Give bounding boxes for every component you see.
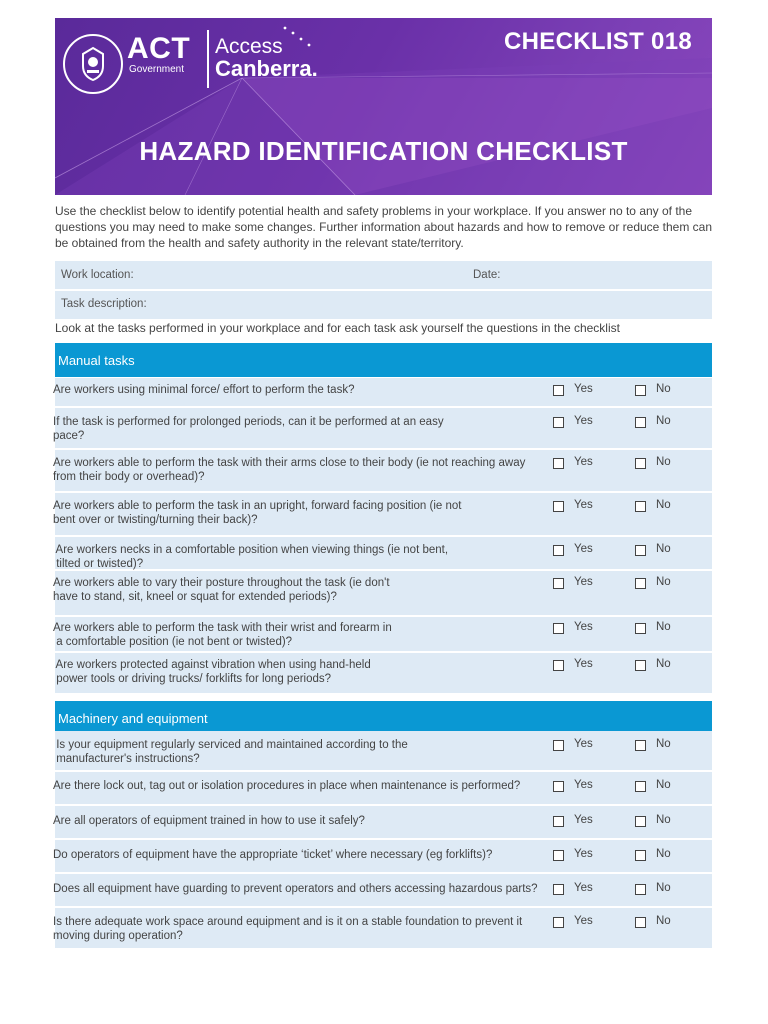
question-text: Does all equipment have guarding to prevent operators and others accessing hazardous parts? xyxy=(53,883,538,895)
checklist-row xyxy=(55,731,712,770)
no-checkbox[interactable] xyxy=(635,458,646,469)
section-title: Machinery and equipment xyxy=(58,711,208,726)
question-text: Are workers able to perform the task with their arms close to their body (ie not reaching away from their body or overhead)? xyxy=(53,457,526,483)
yes-checkbox[interactable] xyxy=(553,458,564,469)
checklist-row xyxy=(55,408,712,448)
no-label: No xyxy=(656,456,671,468)
no-checkbox[interactable] xyxy=(635,385,646,396)
yes-label: Yes xyxy=(574,848,593,860)
yes-checkbox[interactable] xyxy=(553,501,564,512)
yes-label: Yes xyxy=(574,415,593,427)
checklist-row xyxy=(55,571,712,615)
yes-checkbox[interactable] xyxy=(553,884,564,895)
checklist-row xyxy=(55,537,712,569)
question-text: Are workers able to vary their posture throughout the task (ie don't have to stand, sit, kneel or squat for extended periods)? xyxy=(53,577,390,603)
no-checkbox[interactable] xyxy=(635,623,646,634)
page-title: HAZARD IDENTIFICATION CHECKLIST xyxy=(139,136,628,166)
checklist-row xyxy=(55,840,712,872)
section-title: Manual tasks xyxy=(58,353,135,368)
logo-divider xyxy=(207,30,209,88)
yes-checkbox[interactable] xyxy=(553,385,564,396)
no-label: No xyxy=(656,915,671,927)
question-text: Are there lock out, tag out or isolation procedures in place when maintenance is performed? xyxy=(53,780,521,792)
section-header xyxy=(55,343,712,377)
header-banner xyxy=(55,18,712,195)
no-label: No xyxy=(656,415,671,427)
question-text: Are all operators of equipment trained in how to use it safely? xyxy=(53,815,365,827)
task-description-row xyxy=(55,291,712,319)
yes-checkbox[interactable] xyxy=(553,816,564,827)
yes-label: Yes xyxy=(574,738,593,750)
date-label: Date: xyxy=(473,269,501,281)
checklist-row xyxy=(55,874,712,906)
no-checkbox[interactable] xyxy=(635,917,646,928)
question-text: Are workers able to perform the task with their wrist and forearm in a comfortable position (ie not bent or twisted)? xyxy=(53,622,392,648)
checklist-row xyxy=(55,908,712,948)
instructions-text: Look at the tasks performed in your workplace and for each task ask yourself the questions in the checklist xyxy=(55,321,620,335)
checklist-row xyxy=(55,493,712,535)
yes-label: Yes xyxy=(574,456,593,468)
no-label: No xyxy=(656,621,671,633)
act-crest-icon xyxy=(63,34,123,94)
no-label: No xyxy=(656,882,671,894)
checklist-row xyxy=(55,772,712,804)
yes-checkbox[interactable] xyxy=(553,917,564,928)
act-logo-sub: Government xyxy=(129,64,185,75)
no-label: No xyxy=(656,848,671,860)
no-checkbox[interactable] xyxy=(635,501,646,512)
no-checkbox[interactable] xyxy=(635,417,646,428)
no-checkbox[interactable] xyxy=(635,850,646,861)
no-checkbox[interactable] xyxy=(635,781,646,792)
brand-dots-icon xyxy=(279,24,319,54)
work-location-row xyxy=(55,261,712,289)
yes-checkbox[interactable] xyxy=(553,850,564,861)
yes-checkbox[interactable] xyxy=(553,545,564,556)
no-label: No xyxy=(656,499,671,511)
checklist-row xyxy=(55,617,712,651)
no-checkbox[interactable] xyxy=(635,660,646,671)
yes-label: Yes xyxy=(574,383,593,395)
brand-line2: Canberra. xyxy=(215,56,318,81)
question-text: Is your equipment regularly serviced and maintained according to the manufacturer's instructions? xyxy=(56,739,408,765)
yes-checkbox[interactable] xyxy=(553,417,564,428)
act-logo-text: ACT xyxy=(127,32,191,65)
section-header xyxy=(55,701,712,735)
yes-checkbox[interactable] xyxy=(553,623,564,634)
question-text: If the task is performed for prolonged periods, can it be performed at an easy pace? xyxy=(53,416,444,442)
yes-checkbox[interactable] xyxy=(553,781,564,792)
no-label: No xyxy=(656,738,671,750)
intro-text: Use the checklist below to identify potential health and safety problems in your workplace. If you answer no to any of the questions you may need to make some changes. Further information about hazards and how to remove or reduce them can be obtained from the health and safety authority in the relevant state/territory. xyxy=(55,204,713,250)
act-government-logo xyxy=(127,34,190,76)
yes-checkbox[interactable] xyxy=(553,740,564,751)
task-description-label: Task description: xyxy=(61,298,147,310)
yes-label: Yes xyxy=(574,621,593,633)
no-label: No xyxy=(656,814,671,826)
checklist-row xyxy=(55,378,712,406)
no-checkbox[interactable] xyxy=(635,545,646,556)
question-text: Are workers using minimal force/ effort to perform the task? xyxy=(53,384,355,396)
yes-label: Yes xyxy=(574,915,593,927)
yes-label: Yes xyxy=(574,576,593,588)
no-checkbox[interactable] xyxy=(635,816,646,827)
yes-label: Yes xyxy=(574,814,593,826)
yes-label: Yes xyxy=(574,499,593,511)
no-label: No xyxy=(656,658,671,670)
yes-label: Yes xyxy=(574,882,593,894)
no-checkbox[interactable] xyxy=(635,578,646,589)
yes-label: Yes xyxy=(574,543,593,555)
no-label: No xyxy=(656,543,671,555)
no-label: No xyxy=(656,576,671,588)
no-label: No xyxy=(656,383,671,395)
question-text: Do operators of equipment have the appropriate ‘ticket’ where necessary (eg forklifts)? xyxy=(53,849,493,861)
question-text: Are workers necks in a comfortable position when viewing things (ie not bent, tilted or twisted)? xyxy=(55,544,449,570)
question-text: Are workers able to perform the task in an upright, forward facing position (ie not bent over or twisting/turning their back)? xyxy=(53,500,462,526)
checklist-row xyxy=(55,653,712,693)
checklist-row xyxy=(55,806,712,838)
yes-checkbox[interactable] xyxy=(553,578,564,589)
yes-label: Yes xyxy=(574,658,593,670)
question-text: Is there adequate work space around equipment and is it on a stable foundation to prevent it moving during operation? xyxy=(53,916,523,942)
no-label: No xyxy=(656,779,671,791)
no-checkbox[interactable] xyxy=(635,740,646,751)
checklist-number: CHECKLIST 018 xyxy=(504,28,692,55)
no-checkbox[interactable] xyxy=(635,884,646,895)
question-text: Are workers protected against vibration when using hand-held power tools or driving trucks/ forklifts for long periods? xyxy=(55,659,371,685)
work-location-label: Work location: xyxy=(61,269,134,281)
yes-checkbox[interactable] xyxy=(553,660,564,671)
checklist-row xyxy=(55,450,712,491)
brand-line1: Access xyxy=(215,35,283,58)
yes-label: Yes xyxy=(574,779,593,791)
